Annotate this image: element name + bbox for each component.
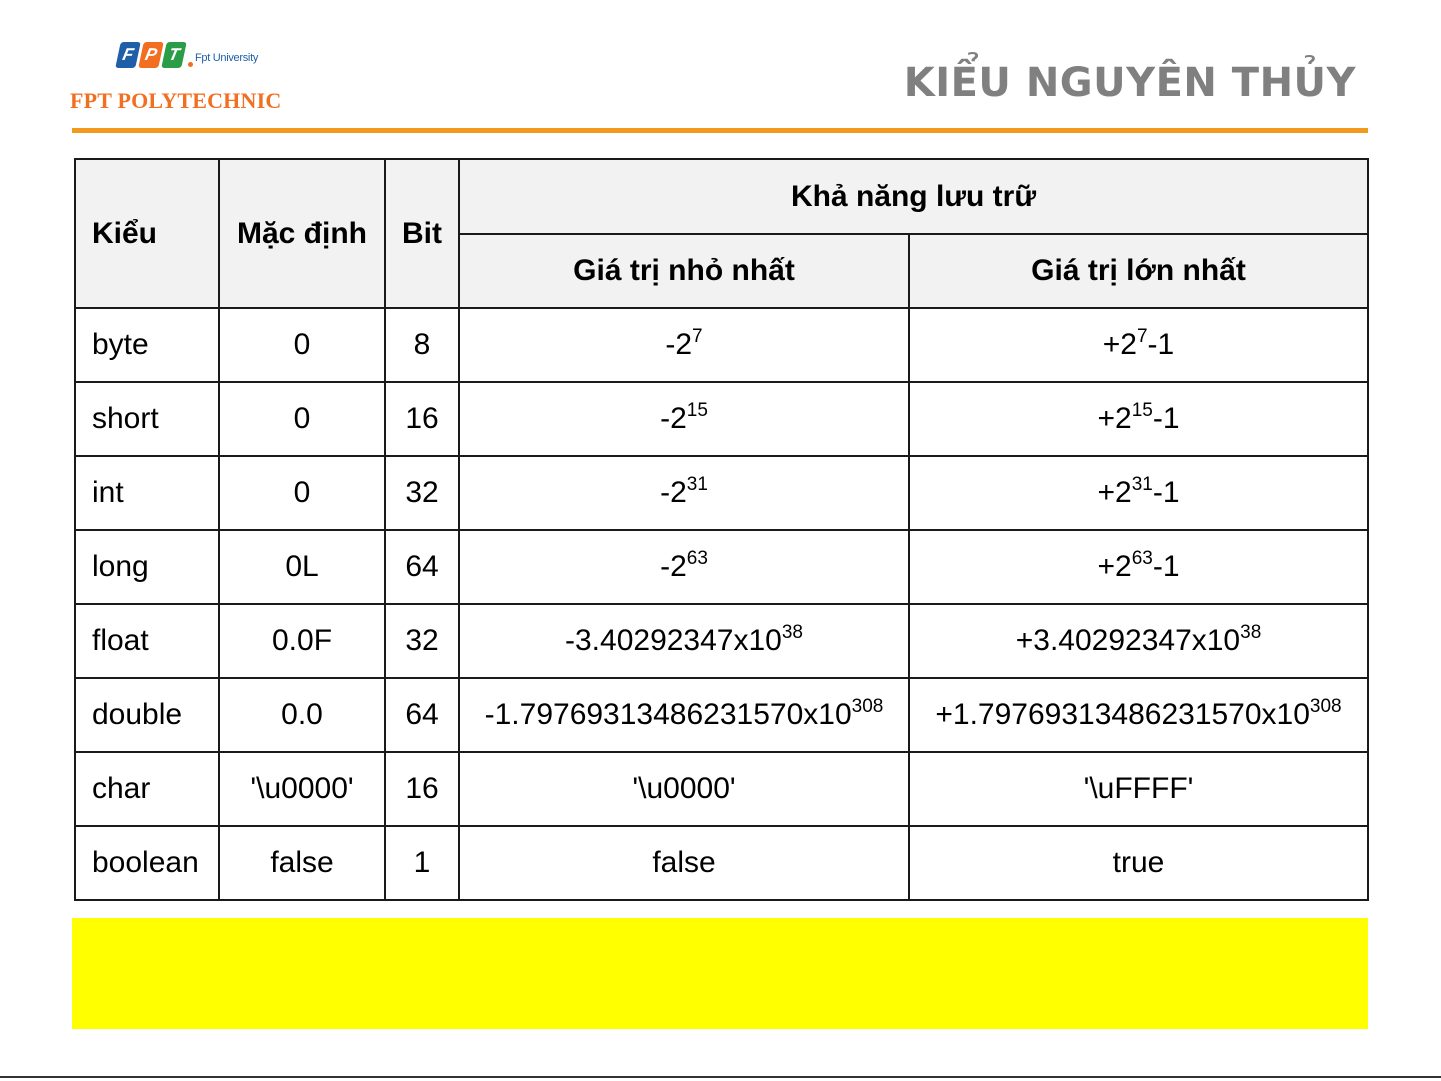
cell-bit: 8 (385, 308, 459, 382)
cell-default: '\u0000' (219, 752, 385, 826)
logo-university-text: Fpt University (195, 52, 259, 64)
cell-bit: 16 (385, 382, 459, 456)
cell-default: 0.0 (219, 678, 385, 752)
table-header-row (75, 159, 1368, 234)
cell-max-post: -1 (1147, 328, 1175, 361)
table-row (75, 752, 1368, 826)
cell-max-sup: 31 (1131, 474, 1153, 495)
logo-block-f: F (115, 42, 141, 68)
cell-min-pre: -1.79769313486231570x10 (484, 698, 852, 731)
cell-max (909, 752, 1368, 826)
cell-default: false (219, 826, 385, 900)
table-row (75, 604, 1368, 678)
cell-min (459, 456, 909, 530)
cell-min-pre: -2 (665, 328, 693, 361)
table-row (75, 308, 1368, 382)
cell-min (459, 678, 909, 752)
cell-default: 0 (219, 456, 385, 530)
note-highlight-box (72, 918, 1368, 1029)
table-body (75, 308, 1368, 900)
cell-min-pre: -2 (660, 402, 687, 435)
cell-min (459, 826, 909, 900)
fpt-polytechnic-logo (70, 38, 320, 118)
primitive-types-table (74, 158, 1369, 901)
cell-min (459, 308, 909, 382)
cell-max-sup: 7 (1136, 326, 1148, 347)
header-bit: Bit (385, 159, 459, 308)
cell-min-pre: '\u0000' (632, 772, 736, 805)
cell-min-sup: 7 (692, 326, 703, 347)
cell-bit: 32 (385, 456, 459, 530)
slide-title: KIỂU NGUYÊN THỦY (903, 60, 1356, 106)
table-row (75, 678, 1368, 752)
cell-default: 0L (219, 530, 385, 604)
cell-bit: 32 (385, 604, 459, 678)
cell-bit: 1 (385, 826, 459, 900)
cell-max-pre: +2 (1097, 550, 1132, 583)
cell-max-sup: 63 (1131, 548, 1153, 569)
cell-default: 0 (219, 382, 385, 456)
logo-dot-icon (188, 62, 193, 67)
logo-name-text: FPT POLYTECHNIC (70, 88, 282, 113)
cell-bit: 16 (385, 752, 459, 826)
cell-min-sup: 63 (686, 548, 708, 569)
table-row (75, 456, 1368, 530)
header-type: Kiểu (75, 159, 219, 308)
cell-max-post: -1 (1152, 476, 1180, 509)
cell-max (909, 604, 1368, 678)
cell-max (909, 456, 1368, 530)
cell-max (909, 382, 1368, 456)
cell-min (459, 530, 909, 604)
header-max: Giá trị lớn nhất (909, 234, 1368, 308)
title-divider (72, 128, 1368, 133)
cell-max-post: -1 (1152, 550, 1180, 583)
cell-min-pre: -2 (660, 476, 687, 509)
cell-max (909, 530, 1368, 604)
cell-min-sup: 15 (686, 400, 708, 421)
cell-type: double (75, 678, 219, 752)
cell-min (459, 752, 909, 826)
cell-max-pre: +3.40292347x10 (1015, 624, 1241, 657)
logo-block-t: T (161, 42, 187, 68)
bottom-border-line (0, 1076, 1441, 1078)
logo-block-p: P (138, 42, 164, 68)
cell-type: char (75, 752, 219, 826)
cell-min-pre: false (652, 846, 716, 879)
cell-min-pre: -2 (660, 550, 687, 583)
cell-type: short (75, 382, 219, 456)
cell-default: 0 (219, 308, 385, 382)
cell-max (909, 678, 1368, 752)
cell-type: boolean (75, 826, 219, 900)
cell-min-sup: 38 (781, 622, 803, 643)
cell-type: int (75, 456, 219, 530)
cell-max-pre: +2 (1097, 476, 1132, 509)
cell-max-pre: true (1112, 846, 1165, 879)
cell-min-pre: -3.40292347x10 (565, 624, 782, 657)
cell-min-sup: 31 (686, 474, 708, 495)
cell-max-pre: +2 (1097, 402, 1132, 435)
cell-type: byte (75, 308, 219, 382)
cell-bit: 64 (385, 530, 459, 604)
fpt-logo-blocks (118, 42, 187, 68)
cell-bit: 64 (385, 678, 459, 752)
cell-max (909, 826, 1368, 900)
cell-type: float (75, 604, 219, 678)
table-row (75, 382, 1368, 456)
cell-default: 0.0F (219, 604, 385, 678)
table-row (75, 826, 1368, 900)
cell-max-pre: +2 (1102, 328, 1137, 361)
cell-min (459, 604, 909, 678)
header-capacity: Khả năng lưu trữ (459, 159, 1368, 234)
cell-max-sup: 38 (1240, 622, 1262, 643)
cell-type: long (75, 530, 219, 604)
cell-min-sup: 308 (851, 696, 884, 717)
cell-max-pre: '\uFFFF' (1083, 772, 1194, 805)
cell-max-sup: 308 (1309, 696, 1342, 717)
header-min: Giá trị nhỏ nhất (459, 234, 909, 308)
cell-max-sup: 15 (1131, 400, 1153, 421)
table-row (75, 530, 1368, 604)
cell-max-post: -1 (1152, 402, 1180, 435)
header-default: Mặc định (219, 159, 385, 308)
cell-max (909, 308, 1368, 382)
cell-min (459, 382, 909, 456)
cell-max-pre: +1.79769313486231570x10 (935, 698, 1310, 731)
